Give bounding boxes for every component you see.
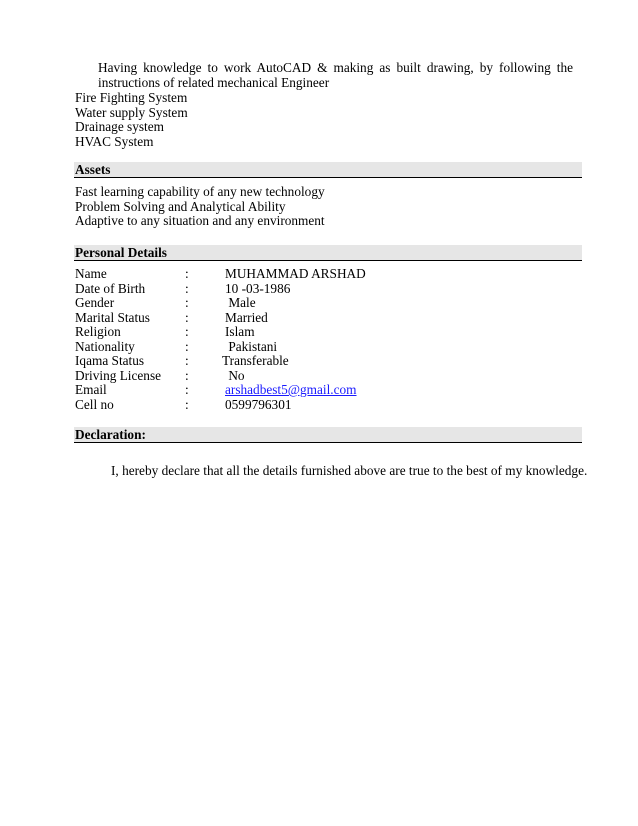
intro-paragraph: Having knowledge to work AutoCAD & making as built drawing, by following the instructions of related mechanical Engineer <box>98 60 573 90</box>
declaration-heading: Declaration: <box>74 427 582 443</box>
detail-colon: : <box>185 338 189 354</box>
personal-details-heading: Personal Details <box>74 245 582 261</box>
declaration-text: I, hereby declare that all the details furnished above are true to the best of my knowledge. <box>111 463 588 478</box>
detail-row-nationality <box>75 340 575 355</box>
detail-value: 0599796301 <box>225 396 292 412</box>
detail-row-email <box>75 383 575 398</box>
detail-value: Married <box>225 309 268 325</box>
detail-colon: : <box>185 266 189 281</box>
list-item: Problem Solving and Analytical Ability <box>75 198 286 214</box>
detail-value: Pakistani <box>225 338 278 354</box>
detail-colon: : <box>185 382 189 397</box>
detail-label: Religion <box>75 324 121 339</box>
detail-colon: : <box>185 353 189 368</box>
assets-list <box>75 185 325 229</box>
detail-value: Male <box>225 295 256 310</box>
detail-label: Iqama Status <box>75 353 145 368</box>
detail-label: Name <box>75 266 107 281</box>
assets-heading: Assets <box>74 162 582 178</box>
list-item: Fast learning capability of any new technology <box>75 184 325 199</box>
list-item: Drainage system <box>75 119 164 134</box>
detail-colon: : <box>185 324 189 339</box>
detail-row-driving-license <box>75 369 575 384</box>
detail-label: Date of Birth <box>75 280 146 296</box>
detail-colon: : <box>185 295 189 310</box>
detail-value: MUHAMMAD ARSHAD <box>225 266 366 281</box>
detail-label: Cell no <box>75 396 114 412</box>
detail-value: Islam <box>225 324 255 339</box>
detail-label: Driving License <box>75 367 162 383</box>
list-item: Fire Fighting System <box>75 90 188 105</box>
list-item: Water supply System <box>75 104 188 120</box>
detail-label: Gender <box>75 295 115 310</box>
detail-value: No <box>225 367 245 383</box>
list-item: Adaptive to any situation and any environment <box>75 213 325 228</box>
detail-row-iqama-status <box>75 354 575 369</box>
systems-list <box>75 91 188 149</box>
email-value <box>225 383 357 398</box>
detail-colon: : <box>185 309 189 325</box>
detail-label: Marital Status <box>75 309 150 325</box>
detail-label: Nationality <box>75 338 135 354</box>
detail-label: Email <box>75 382 107 397</box>
detail-value: Transferable <box>222 353 289 368</box>
detail-value: 10 -03-1986 <box>225 280 291 296</box>
detail-colon: : <box>185 280 189 296</box>
detail-colon: : <box>185 367 189 383</box>
detail-row-gender <box>75 296 575 311</box>
personal-details-table <box>75 267 575 412</box>
email-link[interactable]: arshadbest5@gmail.com <box>225 382 357 397</box>
detail-row-cell-no <box>75 398 575 413</box>
detail-row-marital-status <box>75 311 575 326</box>
detail-row-name <box>75 267 575 282</box>
detail-row-dob <box>75 282 575 297</box>
detail-colon: : <box>185 396 189 412</box>
detail-row-religion <box>75 325 575 340</box>
list-item: HVAC System <box>75 133 154 149</box>
